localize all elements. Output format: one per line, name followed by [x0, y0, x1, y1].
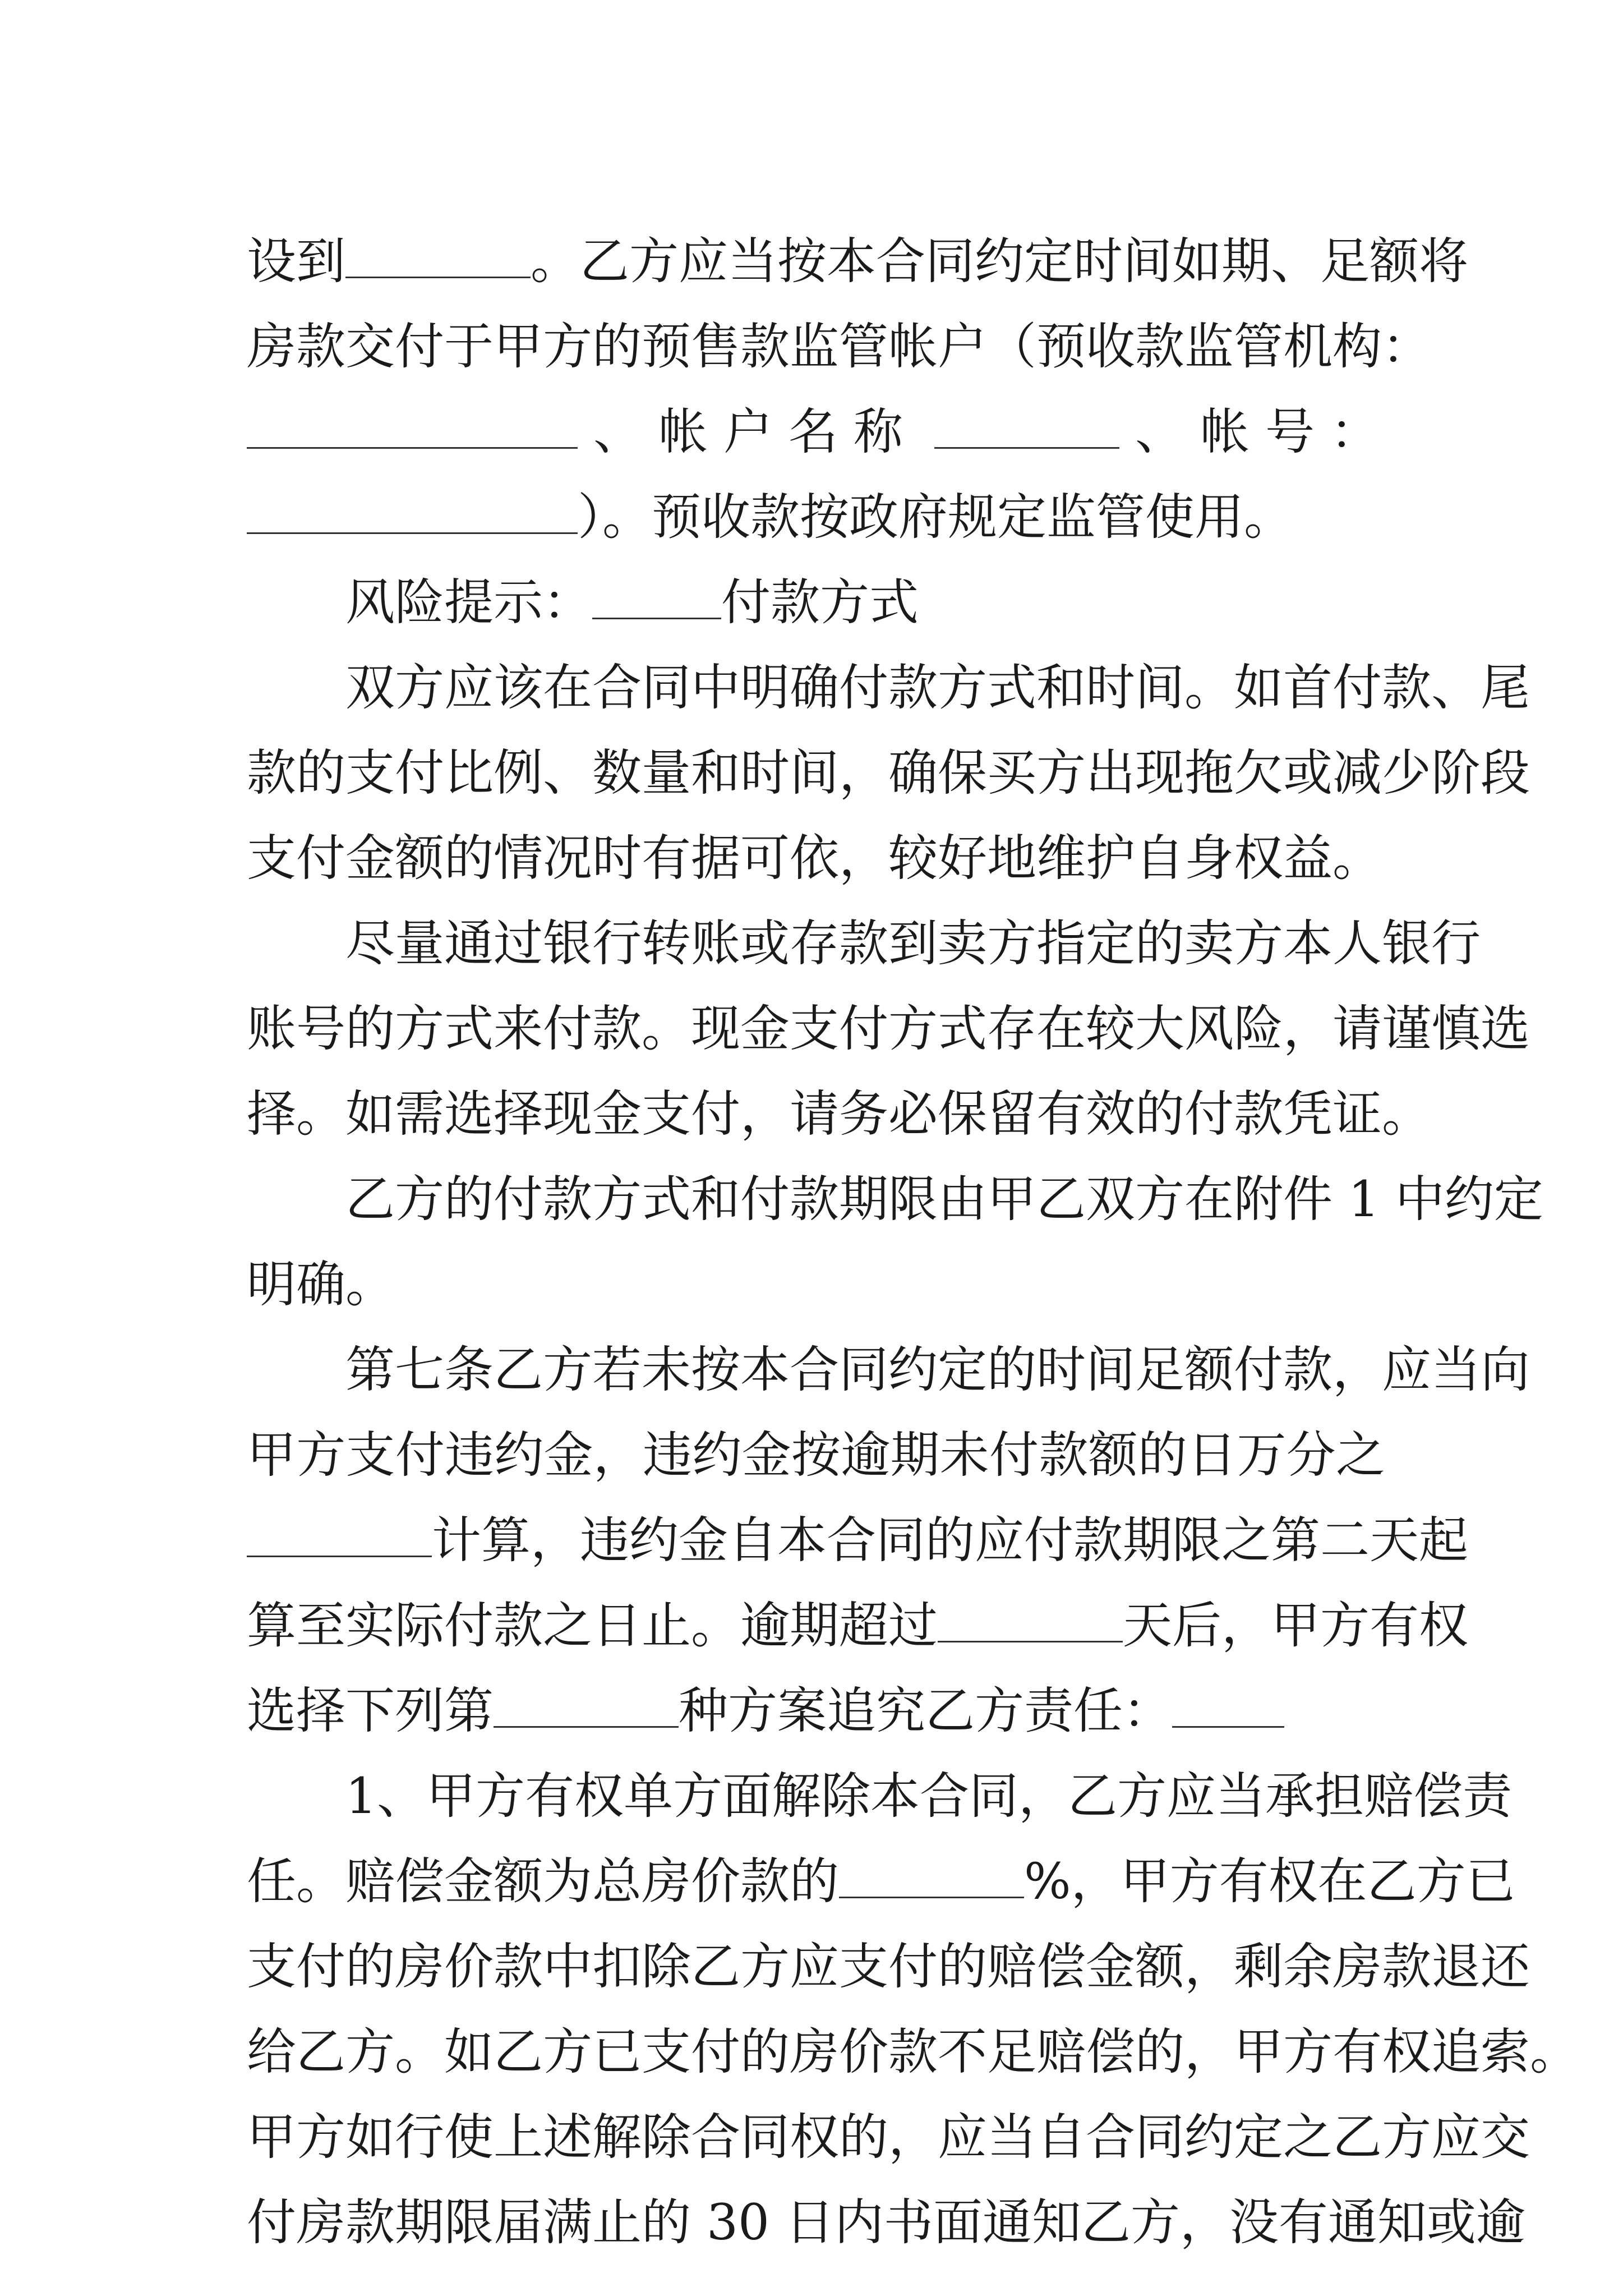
- text-line: [247, 2009, 1580, 2095]
- text-segment: 天后，甲方有权: [1123, 1596, 1469, 1654]
- text-segment: 风险提示：: [345, 573, 593, 631]
- text-segment: 给乙方。如乙方已支付的房价款不足赔偿的，甲方有权追索。: [247, 2023, 1580, 2081]
- text-line: [247, 475, 1385, 560]
- text-segment: 择。如需选择现金支付，请务必保留有效的付款凭证。: [247, 1085, 1432, 1143]
- text-segment: 选择下列第: [247, 1682, 494, 1740]
- text-segment: %，甲方有权在乙方已: [1024, 1852, 1515, 1910]
- fill-in-blank: [345, 232, 531, 278]
- fill-in-blank: [247, 402, 578, 449]
- text-segment: 、帐户名称: [593, 403, 919, 461]
- text-line: [247, 304, 1432, 389]
- text-segment: 明确。: [247, 1255, 395, 1313]
- text-segment: 1、甲方有权单方面解除本合同，乙方应当承担赔偿责: [345, 1767, 1512, 1825]
- text-segment: 。乙方应当按本合同约定时间如期、足额将: [531, 232, 1469, 290]
- fill-in-blank: [1172, 1681, 1284, 1728]
- text-line: [247, 986, 1530, 1071]
- text-line: [247, 1754, 1512, 1839]
- text-line: [247, 1668, 1385, 1754]
- text-line: [247, 219, 1469, 304]
- fill-in-blank: [494, 1681, 679, 1728]
- fill-in-blank: [247, 1511, 432, 1557]
- text-segment: 付款方式: [721, 573, 919, 631]
- text-line: [247, 389, 1395, 475]
- text-segment: 房款交付于甲方的预售款监管帐户（预收款监管机构：: [247, 318, 1432, 375]
- text-line: [247, 1583, 1469, 1668]
- text-segment: 尽量通过银行转账或存款到卖方指定的卖方本人银行: [345, 914, 1481, 972]
- text-segment: 支付金额的情况时有据可依，较好地维护自身权益。: [247, 829, 1382, 887]
- fill-in-blank: [592, 573, 721, 619]
- text-segment: 款的支付比例、数量和时间，确保买方出现拖欠或减少阶段: [247, 744, 1530, 802]
- text-segment: 种方案追究乙方责任：: [679, 1682, 1173, 1740]
- fill-in-blank: [839, 1852, 1024, 1898]
- text-segment: 甲方支付违约金，违约金按逾期未付款额的日万分之: [247, 1426, 1385, 1484]
- text-segment: 支付的房价款中扣除乙方应支付的赔偿金额，剩余房款退还: [247, 1938, 1530, 1995]
- text-segment: 计算，违约金自本合同的应付款期限之第二天起: [432, 1511, 1469, 1569]
- text-line: [247, 1412, 1385, 1498]
- text-segment: 甲方如行使上述解除合同权的，应当自合同约定之乙方应交: [247, 2108, 1530, 2166]
- text-line: [247, 2180, 1525, 2265]
- text-segment: 、帐号：: [1135, 403, 1395, 461]
- text-line: [247, 1157, 1543, 1242]
- text-line: [247, 1071, 1432, 1157]
- text-segment: 账号的方式来付款。现金支付方式存在较大风险，请谨慎选: [247, 1000, 1530, 1057]
- text-segment: 算至实际付款之日止。逾期超过: [247, 1596, 938, 1654]
- text-segment: 双方应该在合同中明确付款方式和时间。如首付款、尾: [345, 659, 1530, 716]
- text-line: [247, 1839, 1515, 1924]
- text-line: [247, 1498, 1469, 1583]
- text-line: [247, 901, 1481, 986]
- text-line: [247, 645, 1530, 730]
- fill-in-blank: [934, 402, 1119, 449]
- fill-in-blank: [247, 487, 578, 534]
- text-segment: 任。赔偿金额为总房价款的: [247, 1852, 840, 1910]
- fill-in-blank: [938, 1596, 1123, 1642]
- text-line: [247, 1242, 1385, 1327]
- text-segment: 第七条乙方若未按本合同约定的时间足额付款，应当向: [345, 1341, 1530, 1398]
- document-page: [247, 219, 1580, 2265]
- text-line: [247, 2095, 1530, 2180]
- text-line: [247, 560, 1385, 645]
- text-segment: 付房款期限届满止的 30 日内书面通知乙方，没有通知或逾: [247, 2193, 1525, 2251]
- text-segment: 乙方的付款方式和付款期限由甲乙双方在附件 1 中约定: [345, 1170, 1543, 1228]
- text-segment: 设到: [247, 232, 346, 290]
- text-segment: ）。预收款按政府规定监管使用。: [578, 488, 1294, 546]
- text-line: [247, 730, 1530, 816]
- text-line: [247, 1327, 1530, 1412]
- text-line: [247, 1924, 1530, 2009]
- text-line: [247, 816, 1385, 901]
